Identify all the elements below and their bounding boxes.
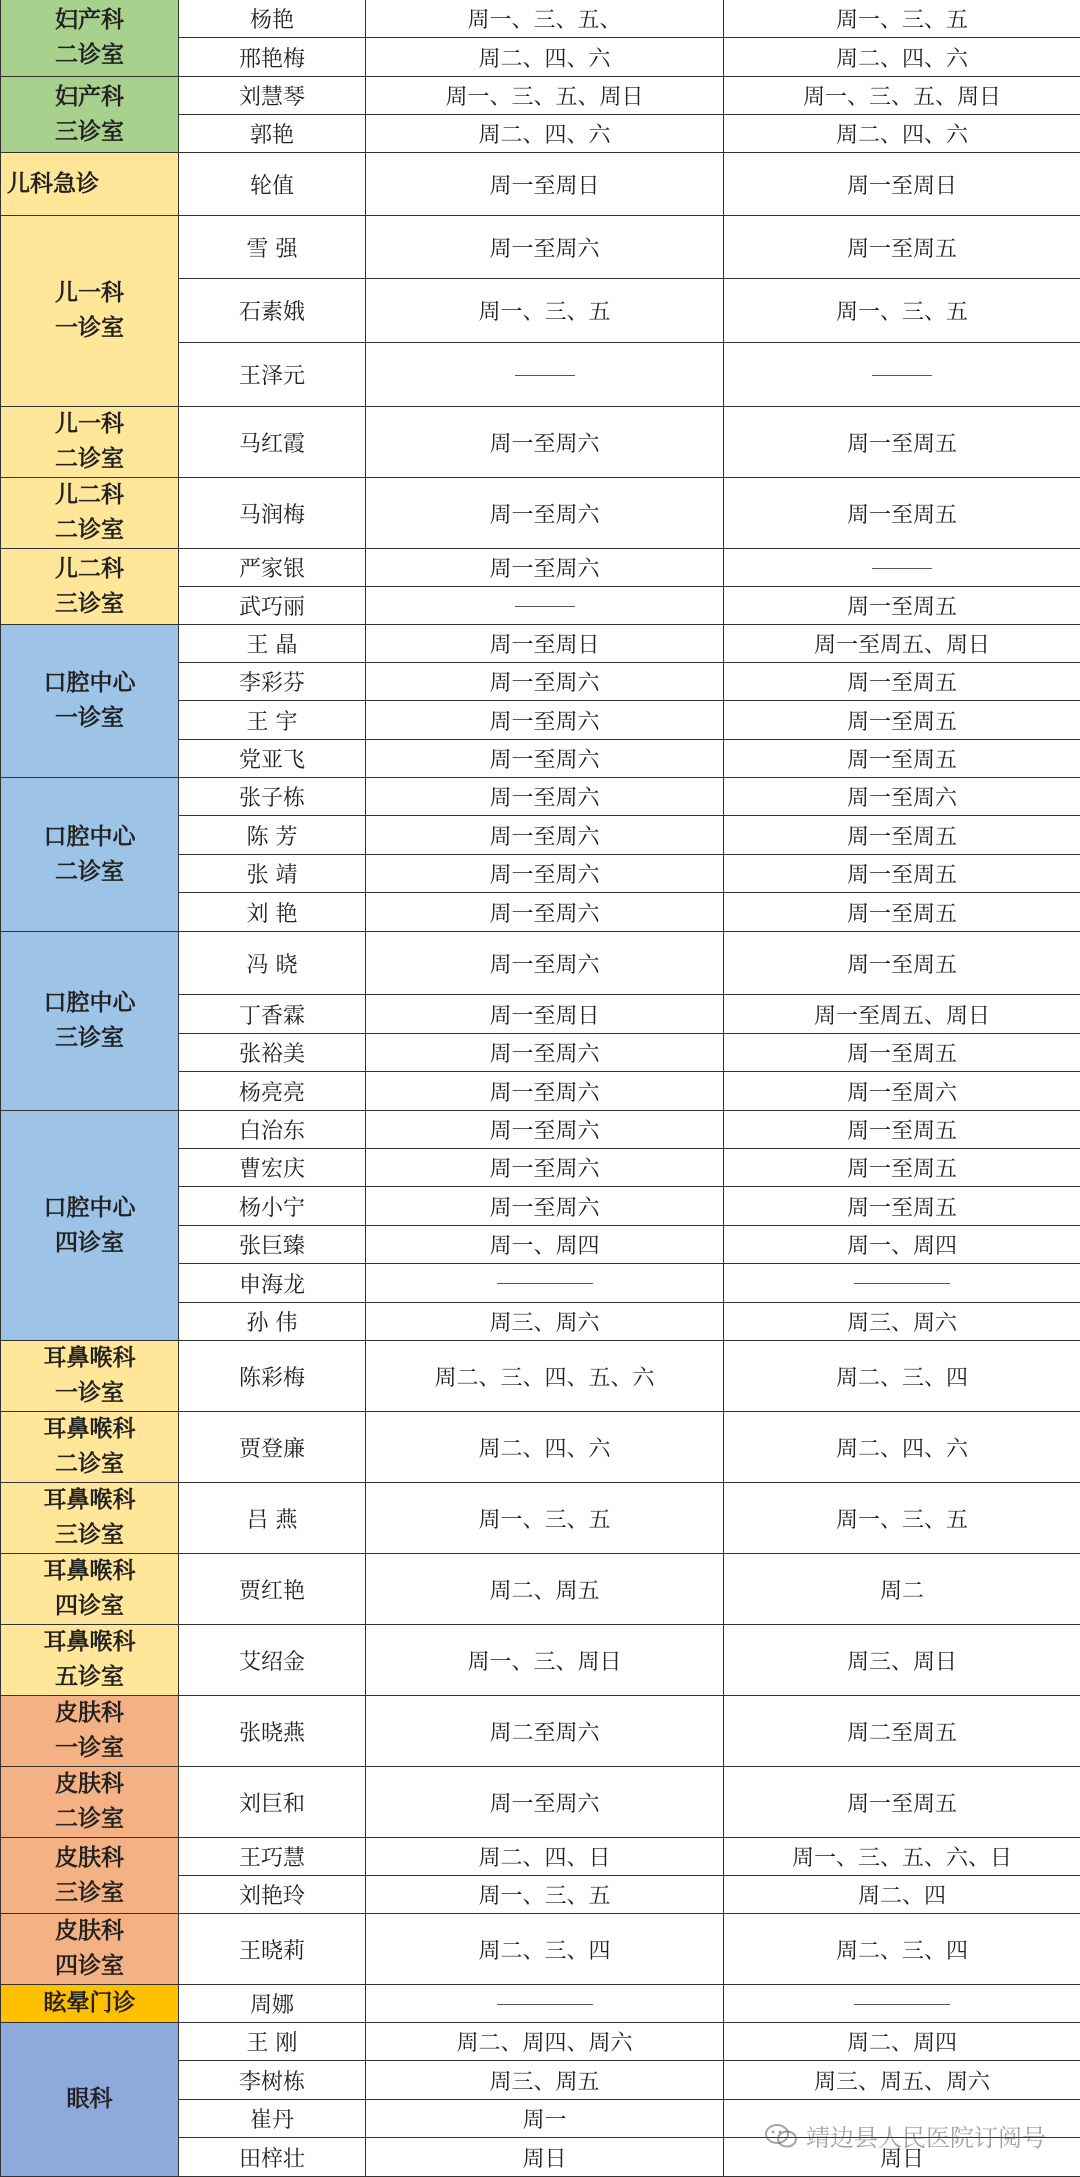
schedule-cell-1: 周一、三、五 [366,279,724,343]
schedule-cell-2: 周二、周四 [724,2023,1080,2061]
schedule-cell-1: 周一至周六 [366,1187,724,1226]
schedule-cell-2: 周二、四 [724,1876,1080,1914]
doctor-name-cell: 石素娥 [179,279,366,343]
dept-cell: 耳鼻喉科 三诊室 [1,1483,179,1554]
doctor-name-cell: 严家银 [179,549,366,587]
table-row [1,1554,1080,1625]
doctor-name-cell: 王 宇 [179,701,366,740]
empty-dash [497,2004,593,2005]
empty-dash [515,606,575,607]
doctor-name-cell: 张子栋 [179,778,366,816]
table-row [1,77,1080,115]
dept-cell: 儿二科 二诊室 [1,478,179,549]
schedule-cell-2: 周二、三、四 [724,1341,1080,1412]
schedule-cell-1: 周一、三、五 [366,1483,724,1554]
dept-cell: 皮肤科 二诊室 [1,1767,179,1838]
table-row [1,549,1080,587]
doctor-name-cell: 党亚飞 [179,740,366,778]
schedule-cell-2: 周一至周五、周日 [724,625,1080,663]
doctor-name-cell: 艾绍金 [179,1625,366,1696]
schedule-cell-1: 周一至周六 [366,216,724,279]
schedule-cell-2: 周二、四、六 [724,1412,1080,1483]
schedule-cell-1: 周一至周六 [366,549,724,587]
schedule-cell-1: 周一至周六 [366,1111,724,1149]
schedule-cell-2: 周一至周五 [724,1149,1080,1187]
dept-cell: 耳鼻喉科 四诊室 [1,1554,179,1625]
table-row [1,1412,1080,1483]
schedule-cell-2: 周一至周五 [724,701,1080,740]
doctor-name-cell: 周娜 [179,1985,366,2023]
schedule-cell-2: 周一至周六 [724,1072,1080,1111]
dept-cell: 耳鼻喉科 五诊室 [1,1625,179,1696]
schedule-cell-1: 周一至周六 [366,478,724,549]
dept-cell: 口腔中心 二诊室 [1,778,179,932]
schedule-cell-1 [366,1985,724,2023]
doctor-name-cell: 陈 芳 [179,816,366,855]
dept-cell: 眼科 [1,2023,179,2177]
schedule-cell-2: 周一至周五、周日 [724,995,1080,1034]
dept-cell: 儿一科 一诊室 [1,216,179,407]
schedule-cell-2: 周一、周四 [724,1226,1080,1264]
doctor-name-cell: 曹宏庆 [179,1149,366,1187]
doctor-name-cell: 田梓壮 [179,2138,366,2177]
schedule-cell-2: 周三、周五、周六 [724,2061,1080,2100]
schedule-cell-2: 周二 [724,1554,1080,1625]
schedule-cell-1: 周一至周六 [366,1149,724,1187]
doctor-name-cell: 邢艳梅 [179,38,366,77]
doctor-name-cell: 吕 燕 [179,1483,366,1554]
schedule-cell-2: 周二、四、六 [724,38,1080,77]
schedule-cell-1: 周一至周六 [366,740,724,778]
schedule-cell-1: 周一至周六 [366,663,724,701]
doctor-name-cell: 张 靖 [179,855,366,893]
empty-dash [872,375,932,376]
schedule-cell-2: 周一至周五 [724,740,1080,778]
doctor-name-cell: 张晓燕 [179,1696,366,1767]
schedule-cell-2: 周一至周五 [724,855,1080,893]
doctor-name-cell: 轮值 [179,153,366,216]
schedule-cell-2: 周二至周五 [724,1696,1080,1767]
doctor-name-cell: 武巧丽 [179,587,366,625]
doctor-name-cell: 申海龙 [179,1264,366,1303]
doctor-name-cell: 李树栋 [179,2061,366,2100]
table-row [1,1111,1080,1149]
schedule-cell-1: 周一至周六 [366,893,724,932]
schedule-cell-1: 周一、三、五、 [366,0,724,38]
schedule-cell-1: 周一、三、周日 [366,1625,724,1696]
table-row [1,478,1080,549]
schedule-cell-2: 周一至周五 [724,216,1080,279]
dept-cell: 儿科急诊 [1,153,179,216]
table-row [1,153,1080,216]
schedule-cell-1: 周一至周六 [366,855,724,893]
doctor-name-cell: 张巨臻 [179,1226,366,1264]
schedule-cell-2: 周一至周五 [724,1034,1080,1072]
dept-cell: 儿一科 二诊室 [1,407,179,478]
dept-cell: 耳鼻喉科 一诊室 [1,1341,179,1412]
schedule-cell-1: 周一至周六 [366,1034,724,1072]
doctor-name-cell: 刘巨和 [179,1767,366,1838]
table-row [1,0,1080,38]
dept-cell: 口腔中心 三诊室 [1,932,179,1111]
doctor-name-cell: 张裕美 [179,1034,366,1072]
doctor-name-cell: 杨亮亮 [179,1072,366,1111]
table-row [1,1625,1080,1696]
dept-cell: 口腔中心 一诊室 [1,625,179,778]
doctor-name-cell: 贾红艳 [179,1554,366,1625]
empty-dash [497,1283,593,1284]
schedule-cell-1: 周一至周六 [366,1767,724,1838]
schedule-cell-2: 周一至周五 [724,478,1080,549]
empty-dash [515,375,575,376]
schedule-cell-1: 周二、四、日 [366,1838,724,1876]
schedule-cell-2: 周一至周五 [724,587,1080,625]
schedule-cell-1: 周二、四、六 [366,38,724,77]
watermark-text: 靖边县人民医院订阅号 [806,2118,1046,2153]
doctor-name-cell: 刘 艳 [179,893,366,932]
schedule-cell-2: 周一至周六 [724,778,1080,816]
schedule-cell-1: 周二、三、四、五、六 [366,1341,724,1412]
doctor-name-cell: 刘艳玲 [179,1876,366,1914]
schedule-cell-1: 周一至周六 [366,701,724,740]
schedule-cell-1: 周二、四、六 [366,115,724,153]
schedule-cell-1: 周一 [366,2100,724,2138]
dept-cell: 儿二科 三诊室 [1,549,179,625]
schedule-cell-1: 周日 [366,2138,724,2177]
schedule-cell-1: 周一至周六 [366,1072,724,1111]
table-row [1,1696,1080,1767]
empty-dash [854,1283,950,1284]
table-row [1,407,1080,478]
watermark [764,2118,1046,2153]
doctor-name-cell: 李彩芬 [179,663,366,701]
dept-cell: 皮肤科 一诊室 [1,1696,179,1767]
schedule-cell-1: 周一、三、五 [366,1876,724,1914]
doctor-name-cell: 王 刚 [179,2023,366,2061]
schedule-cell-2 [724,549,1080,587]
schedule-cell-1: 周三、周六 [366,1303,724,1341]
schedule-cell-1 [366,587,724,625]
dept-cell: 妇产科 二诊室 [1,0,179,77]
schedule-cell-2: 周三、周六 [724,1303,1080,1341]
schedule-cell-1: 周一、三、五、周日 [366,77,724,115]
schedule-cell-2: 周一、三、五 [724,279,1080,343]
doctor-name-cell: 雪 强 [179,216,366,279]
doctor-name-cell: 郭艳 [179,115,366,153]
dept-cell: 妇产科 三诊室 [1,77,179,153]
table-row [1,625,1080,663]
table-row [1,778,1080,816]
doctor-name-cell: 陈彩梅 [179,1341,366,1412]
schedule-cell-2 [724,1264,1080,1303]
doctor-name-cell: 孙 伟 [179,1303,366,1341]
schedule-cell-2: 周一至周五 [724,816,1080,855]
schedule-cell-2: 周一、三、五、六、日 [724,1838,1080,1876]
dept-cell: 皮肤科 三诊室 [1,1838,179,1914]
wechat-icon [764,2123,798,2149]
schedule-cell-2: 周日 [724,2138,1080,2177]
schedule-cell-1: 周一至周日 [366,995,724,1034]
schedule-cell-1: 周一至周日 [366,153,724,216]
schedule-cell-2: 周一、三、五 [724,1483,1080,1554]
dept-cell: 耳鼻喉科 二诊室 [1,1412,179,1483]
table-row [1,1914,1080,1985]
schedule-cell-1: 周二、三、四 [366,1914,724,1985]
schedule-cell-1: 周二至周六 [366,1696,724,1767]
table-row [1,2023,1080,2061]
schedule-cell-2: 周二、四、六 [724,115,1080,153]
schedule-cell-2 [724,343,1080,407]
doctor-name-cell: 崔丹 [179,2100,366,2138]
doctor-name-cell: 杨小宁 [179,1187,366,1226]
doctor-name-cell: 王 晶 [179,625,366,663]
doctor-name-cell: 王晓莉 [179,1914,366,1985]
schedule-cell-2: 周一、三、五 [724,0,1080,38]
doctor-name-cell: 贾登廉 [179,1412,366,1483]
schedule-cell-2: 周一、三、五、周日 [724,77,1080,115]
table-row [1,216,1080,279]
doctor-name-cell: 王巧慧 [179,1838,366,1876]
schedule-cell-1: 周一至周六 [366,816,724,855]
schedule-cell-2: 周二、三、四 [724,1914,1080,1985]
schedule-cell-2: 周一至周五 [724,663,1080,701]
doctor-name-cell: 马润梅 [179,478,366,549]
schedule-cell-1: 周二、四、六 [366,1412,724,1483]
doctor-name-cell: 丁香霖 [179,995,366,1034]
schedule-cell-1: 周一至周六 [366,778,724,816]
schedule-cell-2: 周一至周五 [724,1767,1080,1838]
schedule-cell-1 [366,343,724,407]
table-row [1,1985,1080,2023]
schedule-cell-2: 周一至周五 [724,407,1080,478]
schedule-cell-2: 周一至周五 [724,1187,1080,1226]
schedule-cell-2: 周三、周日 [724,1625,1080,1696]
schedule-cell-1: 周一至周六 [366,407,724,478]
doctor-name-cell: 杨艳 [179,0,366,38]
table-row [1,1838,1080,1876]
dept-cell: 口腔中心 四诊室 [1,1111,179,1341]
doctor-name-cell: 王泽元 [179,343,366,407]
empty-dash [854,2004,950,2005]
schedule-cell-2: 周一至周五 [724,932,1080,995]
table-row [1,1483,1080,1554]
schedule-cell-1: 周二、周五 [366,1554,724,1625]
schedule-cell-2: 周一至周日 [724,153,1080,216]
schedule-cell-1: 周三、周五 [366,2061,724,2100]
doctor-name-cell: 刘慧琴 [179,77,366,115]
doctor-name-cell: 白治东 [179,1111,366,1149]
dept-cell: 皮肤科 四诊室 [1,1914,179,1985]
schedule-cell-1: 周一至周日 [366,625,724,663]
dept-cell: 眩晕门诊 [1,1985,179,2023]
schedule-cell-1: 周二、周四、周六 [366,2023,724,2061]
schedule-cell-1: 周一至周六 [366,932,724,995]
schedule-cell-2: 周一至周五 [724,893,1080,932]
empty-dash [872,568,932,569]
table-row [1,1767,1080,1838]
table-row [1,932,1080,995]
doctor-name-cell: 马红霞 [179,407,366,478]
doctor-name-cell: 冯 晓 [179,932,366,995]
schedule-cell-1 [366,1264,724,1303]
schedule-cell-1: 周一、周四 [366,1226,724,1264]
table-row [1,1341,1080,1412]
schedule-cell-2: 周一至周五 [724,1111,1080,1149]
schedule-cell-2 [724,1985,1080,2023]
